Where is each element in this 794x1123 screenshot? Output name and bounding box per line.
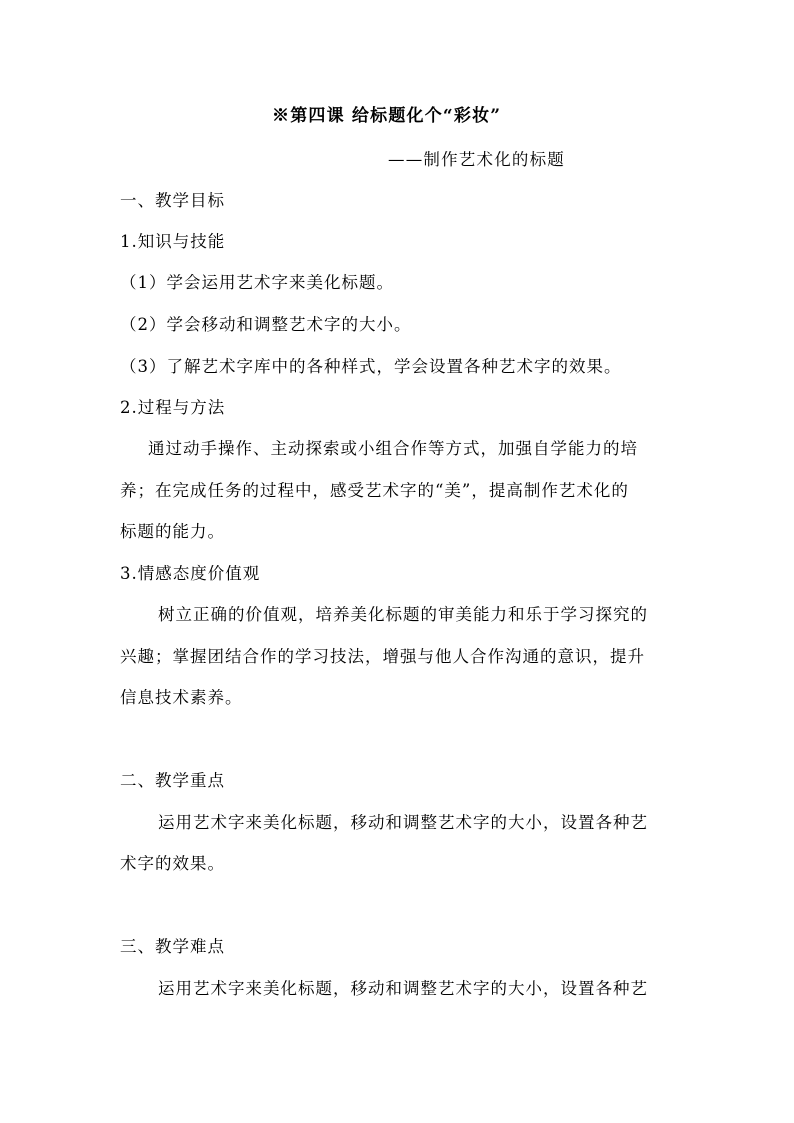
objective-item: （1）学会运用艺术字来美化标题。 bbox=[120, 273, 394, 292]
paragraph-line: 养；在完成任务的过程中，感受艺术字的“美”，提高制作艺术化的 bbox=[120, 481, 629, 500]
lesson-title: ※第四课 给标题化个“彩妆” bbox=[272, 106, 502, 126]
section-heading-difficulties: 三、教学难点 bbox=[120, 937, 225, 956]
section-heading-key-points: 二、教学重点 bbox=[120, 771, 225, 790]
paragraph-line: 运用艺术字来美化标题，移动和调整艺术字的大小，设置各种艺 bbox=[158, 979, 648, 998]
section-heading-objectives: 一、教学目标 bbox=[120, 191, 225, 210]
paragraph-line: 标题的能力。 bbox=[120, 522, 225, 541]
paragraph-line: 树立正确的价值观，培养美化标题的审美能力和乐于学习探究的 bbox=[158, 605, 648, 624]
paragraph-line: 兴趣；掌握团结合作的学习技法，增强与他人合作沟通的意识，提升 bbox=[120, 647, 645, 666]
objective-item: （2）学会移动和调整艺术字的大小。 bbox=[120, 315, 412, 334]
subsection-heading-process: 2.过程与方法 bbox=[120, 398, 226, 417]
paragraph-line: 运用艺术字来美化标题，移动和调整艺术字的大小，设置各种艺 bbox=[158, 813, 648, 832]
paragraph-line: 术字的效果。 bbox=[120, 854, 225, 873]
subsection-heading-knowledge: 1.知识与技能 bbox=[120, 232, 226, 251]
paragraph-line: 通过动手操作、主动探索或小组合作等方式，加强自学能力的培 bbox=[148, 439, 638, 458]
paragraph-line: 信息技术素养。 bbox=[120, 688, 243, 707]
objective-item: （3）了解艺术字库中的各种样式，学会设置各种艺术字的效果。 bbox=[120, 357, 622, 376]
subsection-heading-values: 3.情感态度价值观 bbox=[120, 564, 261, 583]
lesson-subtitle: ——制作艺术化的标题 bbox=[388, 150, 565, 169]
